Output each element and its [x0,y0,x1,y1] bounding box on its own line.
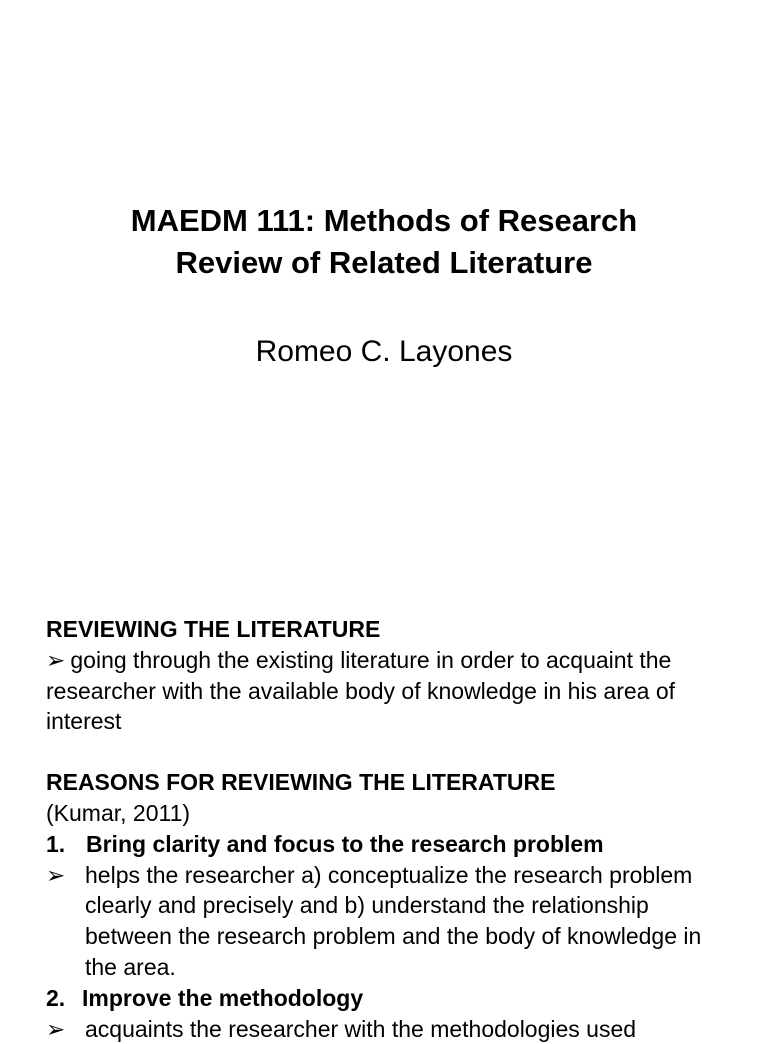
author-name: Romeo C. Layones [255,335,513,368]
document-body [46,614,726,1044]
reason-item-2 [46,983,726,1014]
definition-bullet [46,645,726,737]
course-title: MAEDM 111: Methods of Research [130,203,638,238]
section-heading-reasons: REASONS FOR REVIEWING THE LITERATURE [46,769,556,796]
arrow-bullet-icon: ➢ [46,646,66,673]
reason-number: 1. [46,830,66,857]
reason-bullet-text: helps the researcher a) conceptualize the research problem clearly and precisely and b) understand the relationship between the research problem and the body of knowledge in the area. [85,861,702,980]
reason-title: Improve the methodology [82,984,364,1011]
title-block [0,200,768,284]
reason-title: Bring clarity and focus to the research problem [86,830,604,857]
reason-bullet-text: acquaints the researcher with the methodologies used [85,1015,637,1042]
reason-number: 2. [46,984,66,1011]
reason-bullet [46,1014,726,1044]
arrow-bullet-icon: ➢ [46,861,66,888]
section-heading-reviewing: REVIEWING THE LITERATURE [46,616,381,642]
arrow-bullet-icon: ➢ [46,1015,66,1042]
reason-item-1 [46,829,726,860]
definition-text: going through the existing literature in order to acquaint the researcher with the available body of knowledge in his area of interest [46,646,676,735]
spacer [46,737,726,767]
reason-bullet [46,860,726,983]
topic-title: Review of Related Literature [175,245,593,280]
citation: (Kumar, 2011) [46,799,191,826]
